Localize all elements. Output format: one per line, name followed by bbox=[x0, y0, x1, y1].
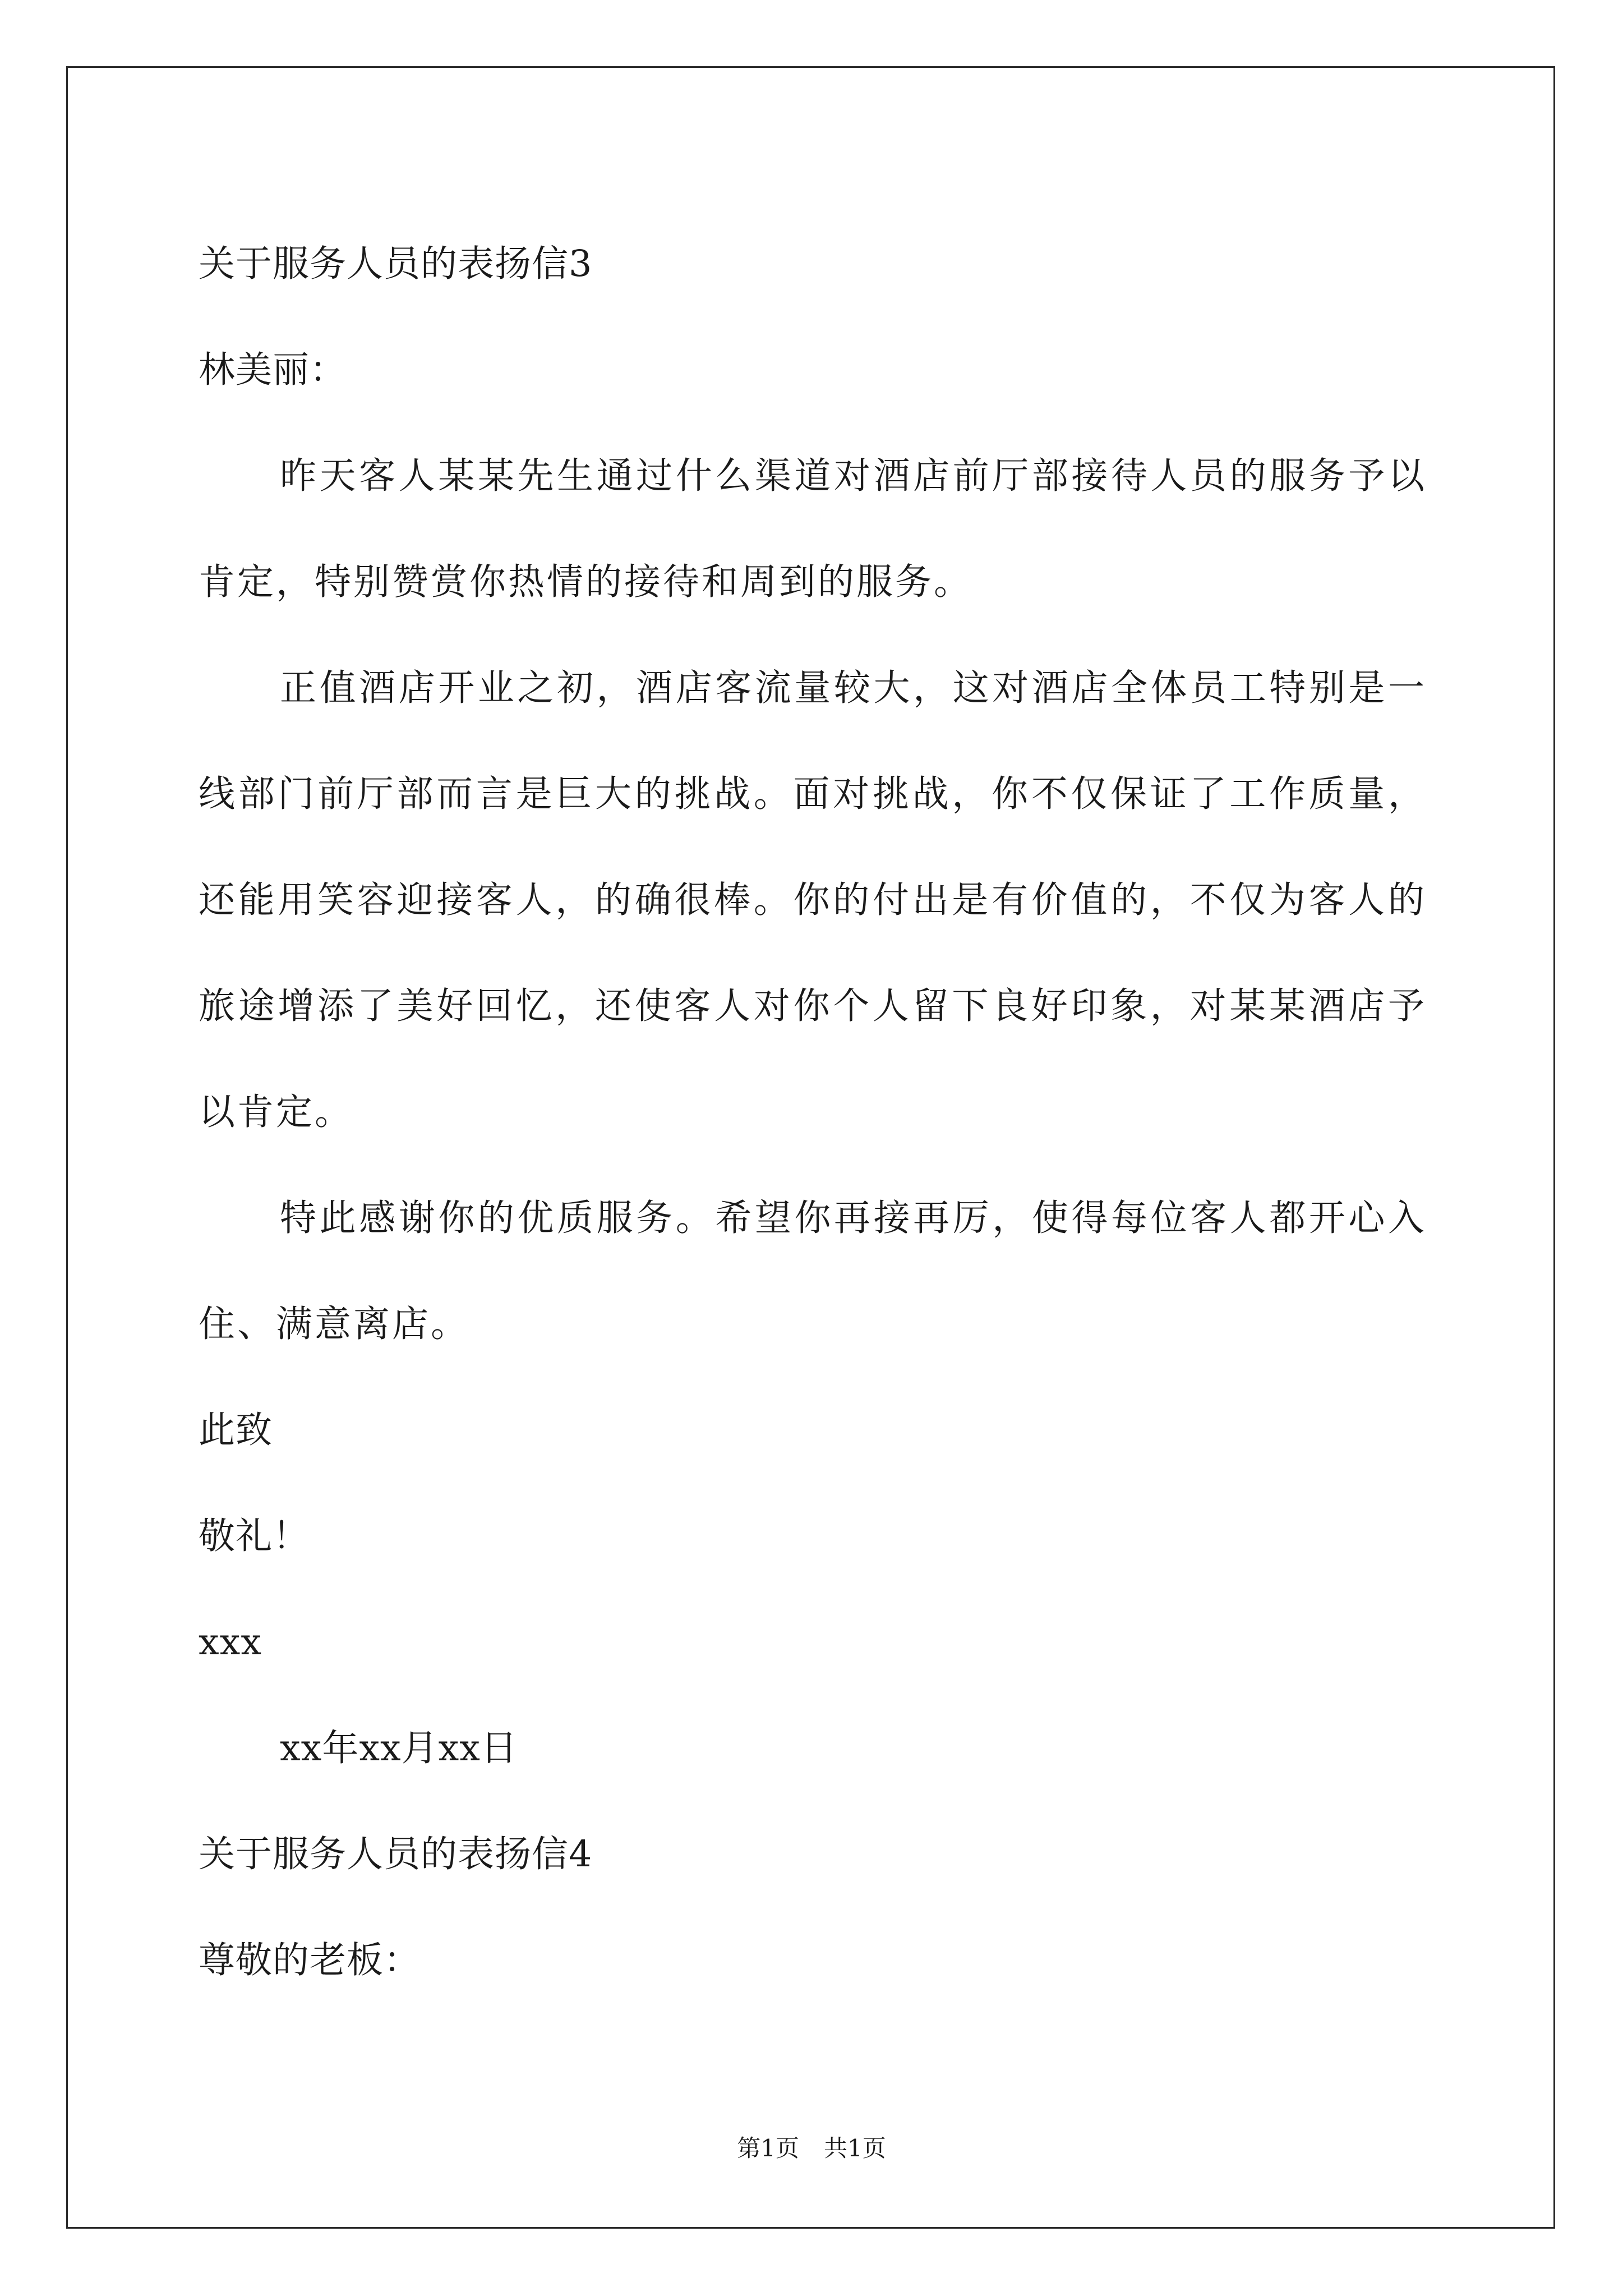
closing-line: 敬礼！ bbox=[199, 1515, 310, 1557]
closing-line: 此致 bbox=[199, 1409, 273, 1451]
body-paragraph: 正值酒店开业之初，酒店客流量较大，这对酒店全体员工特别是一线部门前厅部而言是巨大的挑战。面对挑战，你不仅保证了工作质量，还能用笑容迎接客人，的确很棒。你的付出是有价值的，不仅为客人的旅途增添了美好回忆，还使客人对你个人留下良好印象，对某某酒店予以肯定。 bbox=[199, 667, 1427, 1133]
document-body bbox=[199, 211, 1427, 2013]
page-footer bbox=[0, 2132, 1623, 2165]
page-number: 第1页 bbox=[737, 2134, 799, 2162]
date: xx年xx月xx日 bbox=[280, 1727, 518, 1769]
salutation: 林美丽： bbox=[199, 349, 347, 391]
signature: xxx bbox=[199, 1621, 262, 1663]
letter-title: 关于服务人员的表扬信3 bbox=[199, 243, 593, 285]
page-total: 共1页 bbox=[824, 2134, 886, 2162]
salutation: 尊敬的老板： bbox=[199, 1939, 421, 1981]
body-paragraph: 昨天客人某某先生通过什么渠道对酒店前厅部接待人员的服务予以肯定，特别赞赏你热情的接待和周到的服务。 bbox=[199, 455, 1427, 603]
body-paragraph: 特此感谢你的优质服务。希望你再接再厉，使得每位客人都开心入住、满意离店。 bbox=[199, 1197, 1427, 1345]
letter-title: 关于服务人员的表扬信4 bbox=[199, 1833, 593, 1875]
